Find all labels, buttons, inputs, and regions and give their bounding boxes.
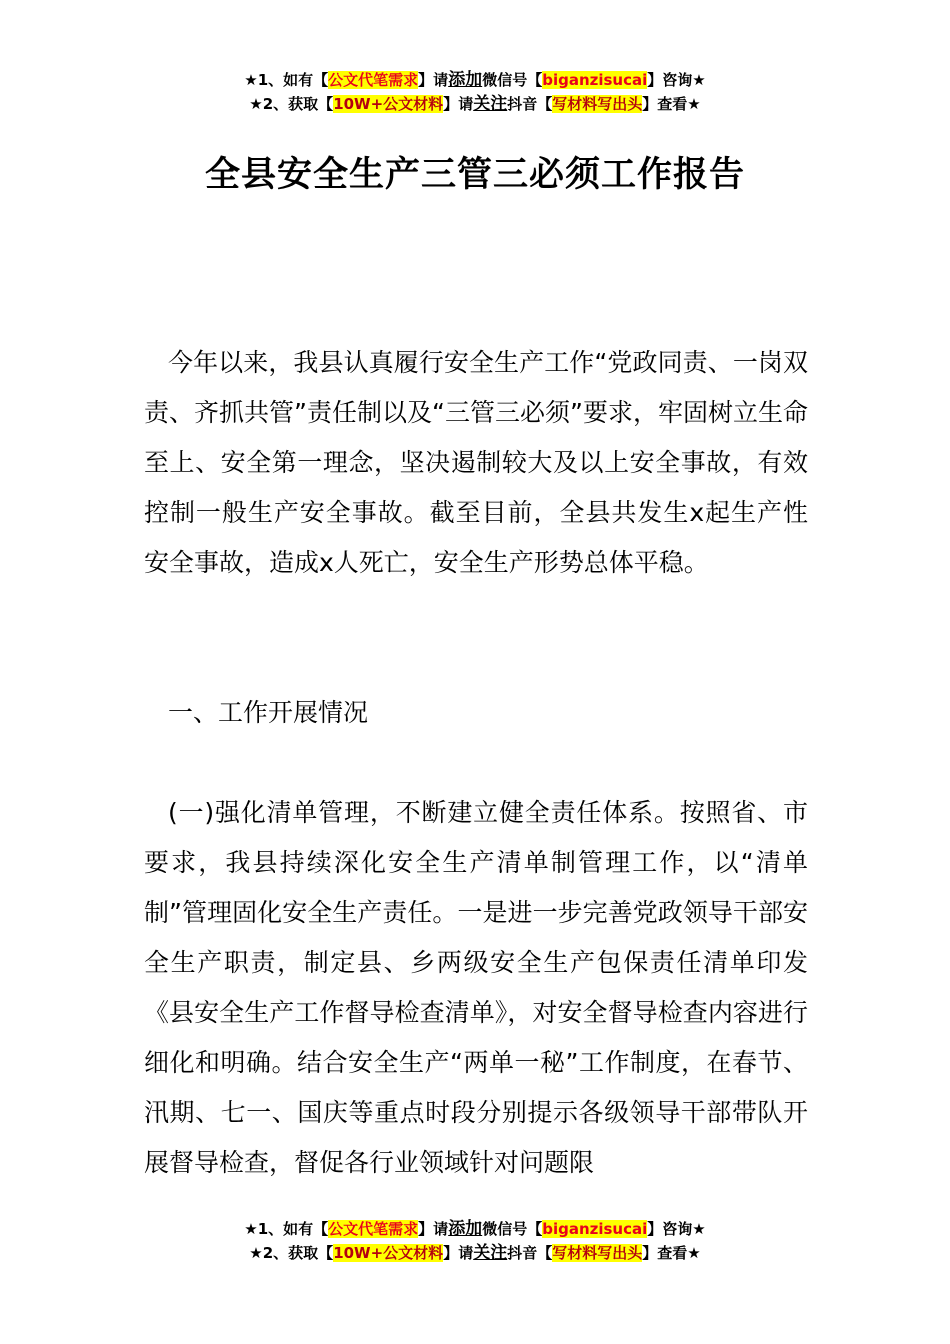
underlined-text: 关注 bbox=[473, 94, 508, 114]
banner-line-2 bbox=[0, 92, 950, 116]
banner-text: 】查看★ bbox=[642, 95, 701, 113]
section-body bbox=[144, 788, 808, 1188]
paragraph-intro: 今年以来，我县认真履行安全生产工作“党政同责、一岗双责、齐抓共管”责任制以及“三管三必须”要求，牢固树立生命至上、安全第一理念，坚决遏制较大及以上安全事故，有效控制一般生产安全事故。截至目前，全县共发生x起生产性安全事故，造成x人死亡，安全生产形势总体平稳。 bbox=[144, 348, 808, 577]
highlight-service: 公文代笔需求 bbox=[328, 1220, 419, 1238]
highlight-wechat-id: biganzisucai bbox=[542, 1220, 648, 1238]
banner-text: 】查看★ bbox=[642, 1244, 701, 1262]
underlined-text: 添加 bbox=[448, 1219, 483, 1239]
banner-text: 】请 bbox=[443, 95, 474, 113]
banner-text: ★1、如有【 bbox=[244, 71, 329, 89]
intro-section bbox=[144, 338, 808, 588]
header-banner bbox=[0, 68, 950, 116]
underlined-text: 关注 bbox=[473, 1243, 508, 1263]
banner-text: ★2、获取【 bbox=[249, 1244, 334, 1262]
banner-line-2 bbox=[0, 1241, 950, 1265]
banner-text: 抖音【 bbox=[507, 95, 553, 113]
section-heading-block bbox=[144, 688, 808, 738]
banner-text: 】咨询★ bbox=[647, 71, 706, 89]
banner-text: 微信号【 bbox=[482, 71, 543, 89]
highlight-wechat-id: biganzisucai bbox=[542, 71, 648, 89]
highlight-service: 公文代笔需求 bbox=[328, 71, 419, 89]
document-title: 全县安全生产三管三必须工作报告 bbox=[204, 155, 745, 195]
banner-line-1 bbox=[0, 68, 950, 92]
banner-text: 】请 bbox=[418, 1220, 449, 1238]
highlight-materials: 10W+公文材料 bbox=[333, 1244, 444, 1262]
banner-line-1 bbox=[0, 1217, 950, 1241]
highlight-materials: 10W+公文材料 bbox=[333, 95, 444, 113]
underlined-text: 添加 bbox=[448, 70, 483, 90]
section-heading: 一、工作开展情况 bbox=[168, 698, 369, 727]
banner-text: ★2、获取【 bbox=[249, 95, 334, 113]
banner-text: 微信号【 bbox=[482, 1220, 543, 1238]
banner-text: 抖音【 bbox=[507, 1244, 553, 1262]
highlight-douyin: 写材料写出头 bbox=[552, 1244, 643, 1262]
banner-text: 】请 bbox=[418, 71, 449, 89]
highlight-douyin: 写材料写出头 bbox=[552, 95, 643, 113]
paragraph-list-management: (一)强化清单管理，不断建立健全责任体系。按照省、市要求，我县持续深化安全生产清单制管理工作，以“清单制”管理固化安全生产责任。一是进一步完善党政领导干部安全生产职责，制定县、乡两级安全生产包保责任清单印发《县安全生产工作督导检查清单》，对安全督导检查内容进行细化和明确。结合安全生产“两单一秘”工作制度，在春节、汛期、七一、国庆等重点时段分别提示各级领导干部带队开展督导检查，督促各行业领域针对问题限 bbox=[144, 798, 808, 1177]
banner-text: 】咨询★ bbox=[647, 1220, 706, 1238]
banner-text: 】请 bbox=[443, 1244, 474, 1262]
footer-banner bbox=[0, 1217, 950, 1265]
banner-text: ★1、如有【 bbox=[244, 1220, 329, 1238]
